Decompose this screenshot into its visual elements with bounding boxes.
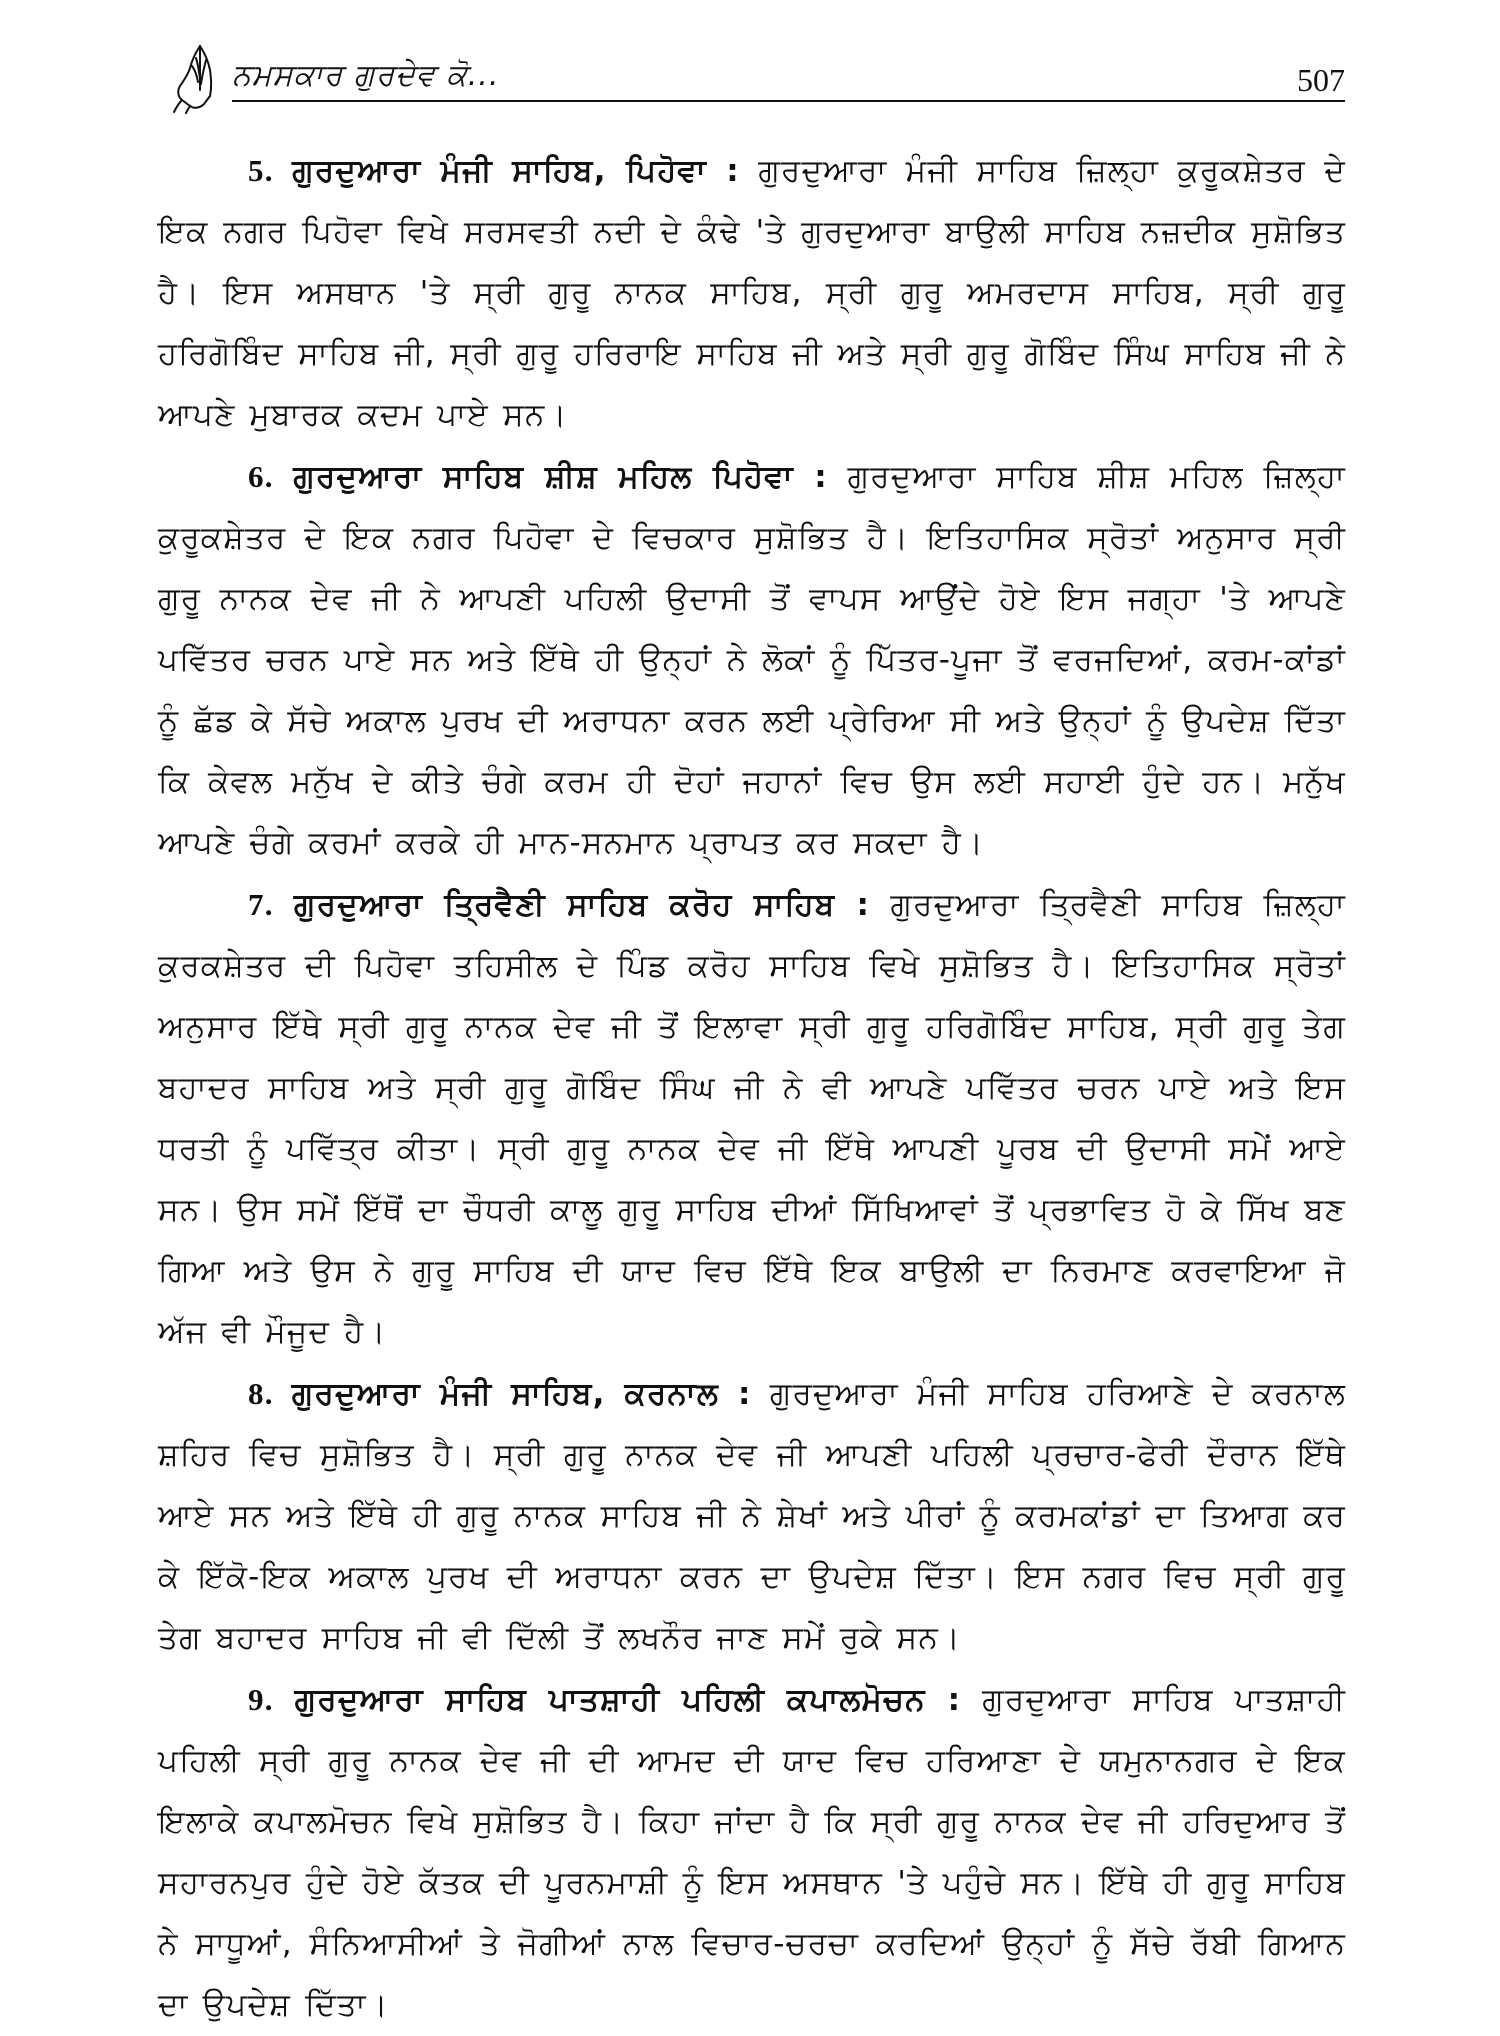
paragraph-heading: ਗੁਰਦੁਆਰਾ ਮੰਜੀ ਸਾਹਿਬ, ਪਿਹੋਵਾ : xyxy=(292,153,740,189)
paragraph-number: 5. xyxy=(248,153,274,188)
header-divider xyxy=(232,100,1345,102)
paragraph-5 xyxy=(158,140,1346,446)
paragraph-6 xyxy=(158,446,1346,874)
page-header xyxy=(170,48,1345,108)
paragraph-heading: ਗੁਰਦੁਆਰਾ ਮੰਜੀ ਸਾਹਿਬ, ਕਰਨਾਲ : xyxy=(291,1376,752,1412)
paragraph-heading: ਗੁਰਦੁਆਰਾ ਸਾਹਿਬ ਸ਼ੀਸ਼ ਮਹਿਲ ਪਿਹੋਵਾ : xyxy=(293,459,828,495)
praying-hands-icon xyxy=(170,42,228,114)
paragraph-number: 9. xyxy=(248,1682,274,1717)
paragraph-9 xyxy=(158,1669,1346,2036)
paragraph-8 xyxy=(158,1363,1346,1669)
paragraph-heading: ਗੁਰਦੁਆਰਾ ਤ੍ਰਿਵੈਣੀ ਸਾਹਿਬ ਕਰੋਹ ਸਾਹਿਬ : xyxy=(293,887,871,923)
paragraph-heading: ਗੁਰਦੁਆਰਾ ਸਾਹਿਬ ਪਾਤਸ਼ਾਹੀ ਪਹਿਲੀ ਕਪਾਲਮੋਚਨ : xyxy=(294,1682,962,1718)
page-body xyxy=(158,140,1346,2036)
paragraph-body: ਗੁਰਦੁਆਰਾ ਮੰਜੀ ਸਾਹਿਬ ਹਰਿਆਣੇ ਦੇ ਕਰਨਾਲ ਸ਼ਹਿਰ ਵਿਚ ਸੁਸ਼ੋਭਿਤ ਹੈ। ਸ੍ਰੀ ਗੁਰੂ ਨਾਨਕ ਦੇਵ ਜੀ ਆਪਣੀ ਪਹਿਲੀ ਪ੍ਰਚਾਰ-ਫੇਰੀ ਦੌਰਾਨ ਇੱਥੇ ਆਏ ਸਨ ਅਤੇ ਇੱਥੇ ਹੀ ਗੁਰੂ ਨਾਨਕ ਸਾਹਿਬ ਜੀ ਨੇ ਸ਼ੇਖਾਂ ਅਤੇ ਪੀਰਾਂ ਨੂੰ ਕਰਮਕਾਂਡਾਂ ਦਾ ਤਿਆਗ ਕਰ ਕੇ ਇੱਕੋ-ਇਕ ਅਕਾਲ ਪੁਰਖ ਦੀ ਅਰਾਧਨਾ ਕਰਨ ਦਾ ਉਪਦੇਸ਼ ਦਿੱਤਾ। ਇਸ ਨਗਰ ਵਿਚ ਸ੍ਰੀ ਗੁਰੂ ਤੇਗ ਬਹਾਦਰ ਸਾਹਿਬ ਜੀ ਵੀ ਦਿੱਲੀ ਤੋਂ ਲਖਨੌਰ ਜਾਣ ਸਮੇਂ ਰੁਕੇ ਸਨ। xyxy=(158,1376,1346,1656)
paragraph-body: ਗੁਰਦੁਆਰਾ ਸਾਹਿਬ ਸ਼ੀਸ਼ ਮਹਿਲ ਜ਼ਿਲ੍ਹਾ ਕੁਰੂਕਸ਼ੇਤਰ ਦੇ ਇਕ ਨਗਰ ਪਿਹੋਵਾ ਦੇ ਵਿਚਕਾਰ ਸੁਸ਼ੋਭਿਤ ਹੈ। ਇਤਿਹਾਸਿਕ ਸ੍ਰੋਤਾਂ ਅਨੁਸਾਰ ਸ੍ਰੀ ਗੁਰੂ ਨਾਨਕ ਦੇਵ ਜੀ ਨੇ ਆਪਣੀ ਪਹਿਲੀ ਉਦਾਸੀ ਤੋਂ ਵਾਪਸ ਆਉਂਦੇ ਹੋਏ ਇਸ ਜਗ੍ਹਾ 'ਤੇ ਆਪਣੇ ਪਵਿੱਤਰ ਚਰਨ ਪਾਏ ਸਨ ਅਤੇ ਇੱਥੇ ਹੀ ਉਨ੍ਹਾਂ ਨੇ ਲੋਕਾਂ ਨੂੰ ਪਿੱਤਰ-ਪੂਜਾ ਤੋਂ ਵਰਜਦਿਆਂ, ਕਰਮ-ਕਾਂਡਾਂ ਨੂੰ ਛੱਡ ਕੇ ਸੱਚੇ ਅਕਾਲ ਪੁਰਖ ਦੀ ਅਰਾਧਨਾ ਕਰਨ ਲਈ ਪ੍ਰੇਰਿਆ ਸੀ ਅਤੇ ਉਨ੍ਹਾਂ ਨੂੰ ਉਪਦੇਸ਼ ਦਿੱਤਾ ਕਿ ਕੇਵਲ ਮਨੁੱਖ ਦੇ ਕੀਤੇ ਚੰਗੇ ਕਰਮ ਹੀ ਦੋਹਾਂ ਜਹਾਨਾਂ ਵਿਚ ਉਸ ਲਈ ਸਹਾਈ ਹੁੰਦੇ ਹਨ। ਮਨੁੱਖ ਆਪਣੇ ਚੰਗੇ ਕਰਮਾਂ ਕਰਕੇ ਹੀ ਮਾਨ-ਸਨਮਾਨ ਪ੍ਰਾਪਤ ਕਰ ਸਕਦਾ ਹੈ। xyxy=(158,459,1346,861)
paragraph-7 xyxy=(158,874,1346,1363)
page-number: 507 xyxy=(1297,62,1345,98)
header-title: ਨਮਸਕਾਰ ਗੁਰਦੇਵ ਕੋ... xyxy=(232,58,500,93)
paragraph-number: 7. xyxy=(248,887,274,922)
paragraph-number: 8. xyxy=(248,1376,274,1411)
paragraph-body: ਗੁਰਦੁਆਰਾ ਸਾਹਿਬ ਪਾਤਸ਼ਾਹੀ ਪਹਿਲੀ ਸ੍ਰੀ ਗੁਰੂ ਨਾਨਕ ਦੇਵ ਜੀ ਦੀ ਆਮਦ ਦੀ ਯਾਦ ਵਿਚ ਹਰਿਆਣਾ ਦੇ ਯਮੁਨਾਨਗਰ ਦੇ ਇਕ ਇਲਾਕੇ ਕਪਾਲਮੋਚਨ ਵਿਖੇ ਸੁਸ਼ੋਭਿਤ ਹੈ। ਕਿਹਾ ਜਾਂਦਾ ਹੈ ਕਿ ਸ੍ਰੀ ਗੁਰੂ ਨਾਨਕ ਦੇਵ ਜੀ ਹਰਿਦੁਆਰ ਤੋਂ ਸਹਾਰਨਪੁਰ ਹੁੰਦੇ ਹੋਏ ਕੱਤਕ ਦੀ ਪੂਰਨਮਾਸ਼ੀ ਨੂੰ ਇਸ ਅਸਥਾਨ 'ਤੇ ਪਹੁੰਚੇ ਸਨ। ਇੱਥੇ ਹੀ ਗੁਰੂ ਸਾਹਿਬ ਨੇ ਸਾਧੂਆਂ, ਸੰਨਿਆਸੀਆਂ ਤੇ ਜੋਗੀਆਂ ਨਾਲ ਵਿਚਾਰ-ਚਰਚਾ ਕਰਦਿਆਂ ਉਨ੍ਹਾਂ ਨੂੰ ਸੱਚੇ ਰੱਬੀ ਗਿਆਨ ਦਾ ਉਪਦੇਸ਼ ਦਿੱਤਾ। xyxy=(158,1682,1347,2023)
paragraph-body: ਗੁਰਦੁਆਰਾ ਤ੍ਰਿਵੈਣੀ ਸਾਹਿਬ ਜ਼ਿਲ੍ਹਾ ਕੁਰਕਸ਼ੇਤਰ ਦੀ ਪਿਹੋਵਾ ਤਹਿਸੀਲ ਦੇ ਪਿੰਡ ਕਰੋਹ ਸਾਹਿਬ ਵਿਖੇ ਸੁਸ਼ੋਭਿਤ ਹੈ। ਇਤਿਹਾਸਿਕ ਸ੍ਰੋਤਾਂ ਅਨੁਸਾਰ ਇੱਥੇ ਸ੍ਰੀ ਗੁਰੂ ਨਾਨਕ ਦੇਵ ਜੀ ਤੋਂ ਇਲਾਵਾ ਸ੍ਰੀ ਗੁਰੂ ਹਰਿਗੋਬਿੰਦ ਸਾਹਿਬ, ਸ੍ਰੀ ਗੁਰੂ ਤੇਗ ਬਹਾਦਰ ਸਾਹਿਬ ਅਤੇ ਸ੍ਰੀ ਗੁਰੂ ਗੋਬਿੰਦ ਸਿੰਘ ਜੀ ਨੇ ਵੀ ਆਪਣੇ ਪਵਿੱਤਰ ਚਰਨ ਪਾਏ ਅਤੇ ਇਸ ਧਰਤੀ ਨੂੰ ਪਵਿੱਤ੍ਰ ਕੀਤਾ। ਸ੍ਰੀ ਗੁਰੂ ਨਾਨਕ ਦੇਵ ਜੀ ਇੱਥੇ ਆਪਣੀ ਪੂਰਬ ਦੀ ਉਦਾਸੀ ਸਮੇਂ ਆਏ ਸਨ। ਉਸ ਸਮੇਂ ਇੱਥੋਂ ਦਾ ਚੌਧਰੀ ਕਾਲੂ ਗੁਰੂ ਸਾਹਿਬ ਦੀਆਂ ਸਿੱਖਿਆਵਾਂ ਤੋਂ ਪ੍ਰਭਾਵਿਤ ਹੋ ਕੇ ਸਿੱਖ ਬਣ ਗਿਆ ਅਤੇ ਉਸ ਨੇ ਗੁਰੂ ਸਾਹਿਬ ਦੀ ਯਾਦ ਵਿਚ ਇੱਥੇ ਇਕ ਬਾਉਲੀ ਦਾ ਨਿਰਮਾਣ ਕਰਵਾਇਆ ਜੋ ਅੱਜ ਵੀ ਮੌਜੂਦ ਹੈ। xyxy=(158,887,1346,1350)
paragraph-body: ਗੁਰਦੁਆਰਾ ਮੰਜੀ ਸਾਹਿਬ ਜ਼ਿਲ੍ਹਾ ਕੁਰੂਕਸ਼ੇਤਰ ਦੇ ਇਕ ਨਗਰ ਪਿਹੋਵਾ ਵਿਖੇ ਸਰਸਵਤੀ ਨਦੀ ਦੇ ਕੰਢੇ 'ਤੇ ਗੁਰਦੁਆਰਾ ਬਾਉਲੀ ਸਾਹਿਬ ਨਜ਼ਦੀਕ ਸੁਸ਼ੋਭਿਤ ਹੈ। ਇਸ ਅਸਥਾਨ 'ਤੇ ਸ੍ਰੀ ਗੁਰੂ ਨਾਨਕ ਸਾਹਿਬ, ਸ੍ਰੀ ਗੁਰੂ ਅਮਰਦਾਸ ਸਾਹਿਬ, ਸ੍ਰੀ ਗੁਰੂ ਹਰਿਗੋਬਿੰਦ ਸਾਹਿਬ ਜੀ, ਸ੍ਰੀ ਗੁਰੂ ਹਰਿਰਾਇ ਸਾਹਿਬ ਜੀ ਅਤੇ ਸ੍ਰੀ ਗੁਰੂ ਗੋਬਿੰਦ ਸਿੰਘ ਸਾਹਿਬ ਜੀ ਨੇ ਆਪਣੇ ਮੁਬਾਰਕ ਕਦਮ ਪਾਏ ਸਨ। xyxy=(158,153,1346,433)
paragraph-number: 6. xyxy=(248,459,274,494)
